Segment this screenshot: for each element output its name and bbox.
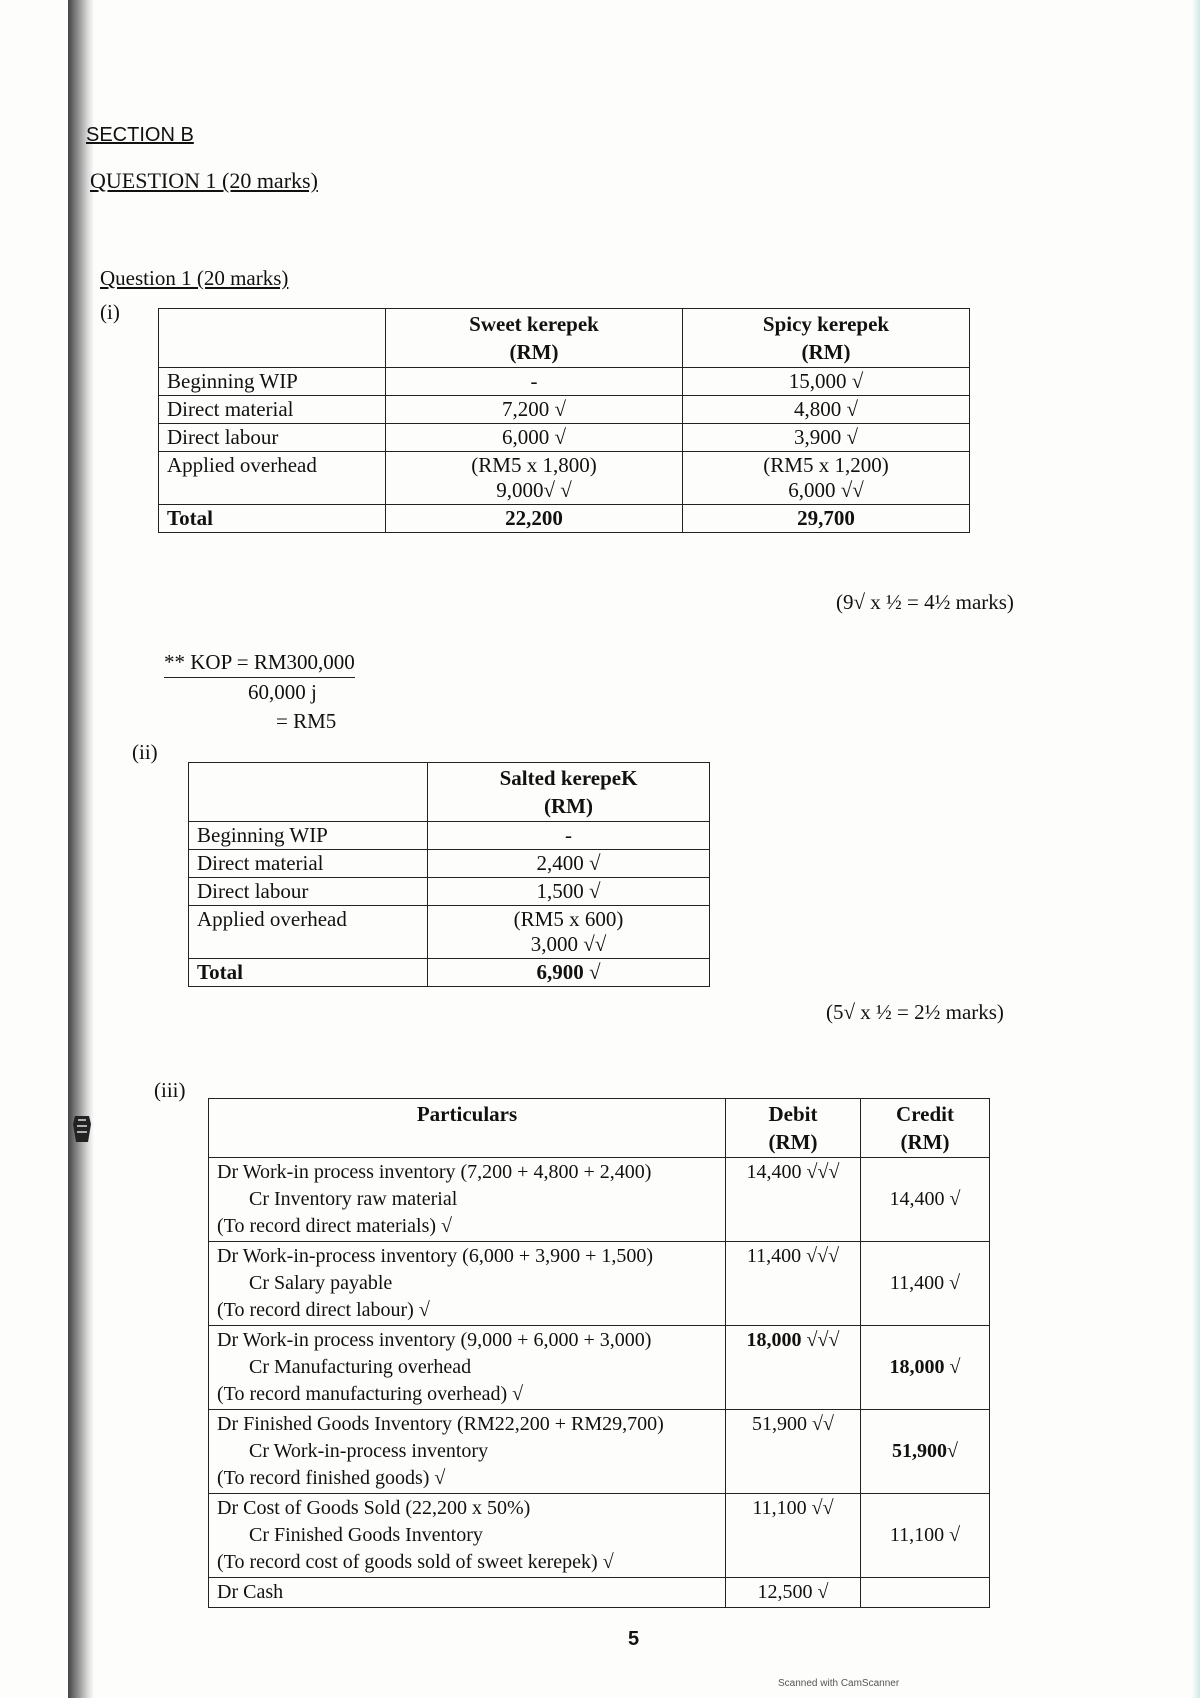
kop-line-2: 60,000 j [248, 680, 317, 704]
section-title: SECTION B [86, 124, 194, 146]
header-particulars: Particulars [209, 1099, 726, 1158]
table-row [189, 822, 710, 850]
entry-credit: 18,000 √ [861, 1326, 990, 1410]
total-label: Total [159, 505, 386, 533]
header-salted-name: Salted kerepeK [499, 766, 638, 790]
row-label: Direct labour [159, 424, 386, 452]
journal-entry-row [209, 1242, 990, 1326]
table3-header-row [209, 1099, 990, 1158]
row-label: Beginning WIP [159, 368, 386, 396]
spicy-overhead-amount: 6,000 √√ [788, 478, 864, 502]
salted-total: 6,900 √ [428, 959, 710, 987]
entry-credit-line: Cr Finished Goods Inventory [249, 1524, 483, 1546]
header-sweet-name: Sweet kerepek [469, 312, 599, 336]
scanner-stamp-icon [72, 1112, 92, 1146]
table1-header-spicy [683, 309, 970, 368]
sweet-overhead-formula: (RM5 x 1,800) [471, 453, 597, 477]
row-label: Beginning WIP [189, 822, 428, 850]
header-debit [726, 1099, 861, 1158]
entry-debit-line: Dr Work-in-process inventory (6,000 + 3,900 + 1,500) [217, 1245, 654, 1267]
header-debit-unit: (RM) [768, 1130, 818, 1154]
table-row [159, 424, 970, 452]
table1-header-blank [159, 309, 386, 368]
table-row [159, 368, 970, 396]
entry-credit-line: Cr Manufacturing overhead [249, 1356, 472, 1378]
sweet-value: 6,000 √ [386, 424, 683, 452]
entry-debit-line: Dr Cost of Goods Sold (22,200 x 50%) [217, 1497, 531, 1519]
row-label: Direct material [159, 396, 386, 424]
header-spicy-unit: (RM) [801, 340, 851, 364]
header-credit-label: Credit [896, 1102, 954, 1126]
question-subheading: Question 1 (20 marks) [100, 266, 289, 290]
entry-particulars [209, 1242, 726, 1326]
table-row [189, 878, 710, 906]
table1-header-sweet [386, 309, 683, 368]
table2-marks-note: (5√ x ½ = 2½ marks) [826, 1000, 1004, 1024]
journal-entry-row [209, 1494, 990, 1578]
sweet-overhead-amount: 9,000√ √ [496, 478, 572, 502]
header-debit-label: Debit [768, 1102, 818, 1126]
sweet-value: - [386, 368, 683, 396]
header-credit [861, 1099, 990, 1158]
row-label: Direct labour [189, 878, 428, 906]
table-row [189, 850, 710, 878]
kop-calculation [164, 648, 355, 736]
part-label-i: (i) [100, 300, 120, 324]
table-row [189, 906, 710, 959]
entry-particulars [209, 1494, 726, 1578]
salted-value [428, 906, 710, 959]
journal-entry-row [209, 1578, 990, 1608]
table1-total-row [159, 505, 970, 533]
entry-particulars [209, 1326, 726, 1410]
entry-debit-line: Dr Cash [217, 1581, 284, 1603]
part-label-ii: (ii) [132, 740, 158, 764]
entry-credit: 51,900√ [861, 1410, 990, 1494]
page-edge [1192, 0, 1200, 1698]
journal-entries-table [208, 1098, 990, 1608]
entry-narration: (To record finished goods) √ [217, 1467, 446, 1489]
sweet-value [386, 452, 683, 505]
salted-value: 2,400 √ [428, 850, 710, 878]
table1-marks-note: (9√ x ½ = 4½ marks) [836, 590, 1014, 614]
header-credit-unit: (RM) [900, 1130, 950, 1154]
entry-debit: 11,400 √√√ [726, 1242, 861, 1326]
header-spicy-name: Spicy kerepek [762, 312, 890, 336]
entry-credit-line: Cr Work-in-process inventory [249, 1440, 489, 1462]
salted-overhead-amount: 3,000 √√ [530, 932, 607, 956]
entry-narration: (To record cost of goods sold of sweet kerepek) √ [217, 1551, 614, 1573]
table2-header-row [189, 763, 710, 822]
entry-credit: 11,100 √ [861, 1494, 990, 1578]
table-row [159, 452, 970, 505]
spicy-value: 4,800 √ [683, 396, 970, 424]
header-salted-unit: (RM) [544, 794, 593, 818]
spicy-total: 29,700 [683, 505, 970, 533]
scanner-watermark: Scanned with CamScanner [778, 1678, 900, 1689]
entry-credit-line: Cr Inventory raw material [249, 1188, 458, 1210]
entry-credit-line: Cr Salary payable [249, 1272, 393, 1294]
entry-particulars [209, 1410, 726, 1494]
kop-line-1: ** KOP = RM300,000 [164, 648, 355, 678]
entry-debit-line: Dr Work-in process inventory (9,000 + 6,000 + 3,000) [217, 1329, 652, 1351]
entry-credit: 14,400 √ [861, 1158, 990, 1242]
spicy-value: 3,900 √ [683, 424, 970, 452]
journal-entry-row [209, 1158, 990, 1242]
table-row [159, 396, 970, 424]
salted-overhead-formula: (RM5 x 600) [513, 907, 624, 931]
salted-value: - [428, 822, 710, 850]
total-label: Total [189, 959, 428, 987]
kop-line-3: = RM5 [276, 709, 337, 733]
row-label: Applied overhead [159, 452, 386, 505]
entry-debit: 18,000 √√√ [726, 1326, 861, 1410]
page-number: 5 [628, 1628, 640, 1650]
spicy-value [683, 452, 970, 505]
entry-debit-line: Dr Finished Goods Inventory (RM22,200 + RM29,700) [217, 1413, 664, 1435]
entry-particulars [209, 1158, 726, 1242]
entry-credit [861, 1578, 990, 1608]
question-heading: QUESTION 1 (20 marks) [90, 168, 318, 193]
row-label: Applied overhead [189, 906, 428, 959]
entry-debit: 51,900 √√ [726, 1410, 861, 1494]
entry-debit: 11,100 √√ [726, 1494, 861, 1578]
spicy-overhead-formula: (RM5 x 1,200) [763, 453, 889, 477]
table1-header-row [159, 309, 970, 368]
entry-narration: (To record manufacturing overhead) √ [217, 1383, 524, 1405]
table2-total-row [189, 959, 710, 987]
cost-table-2 [188, 762, 710, 987]
salted-value: 1,500 √ [428, 878, 710, 906]
table2-header-blank [189, 763, 428, 822]
row-label: Direct material [189, 850, 428, 878]
cost-table-1 [158, 308, 970, 533]
journal-entry-row [209, 1326, 990, 1410]
entry-debit-line: Dr Work-in process inventory (7,200 + 4,800 + 2,400) [217, 1161, 652, 1183]
journal-entry-row [209, 1410, 990, 1494]
spicy-value: 15,000 √ [683, 368, 970, 396]
sweet-value: 7,200 √ [386, 396, 683, 424]
entry-debit: 14,400 √√√ [726, 1158, 861, 1242]
entry-credit: 11,400 √ [861, 1242, 990, 1326]
entry-narration: (To record direct materials) √ [217, 1215, 453, 1237]
entry-debit: 12,500 √ [726, 1578, 861, 1608]
entry-narration: (To record direct labour) √ [217, 1299, 430, 1321]
header-sweet-unit: (RM) [509, 340, 559, 364]
table2-header-salted [428, 763, 710, 822]
part-label-iii: (iii) [154, 1078, 186, 1102]
entry-particulars [209, 1578, 726, 1608]
scan-binding-shadow [68, 0, 94, 1698]
sweet-total: 22,200 [386, 505, 683, 533]
